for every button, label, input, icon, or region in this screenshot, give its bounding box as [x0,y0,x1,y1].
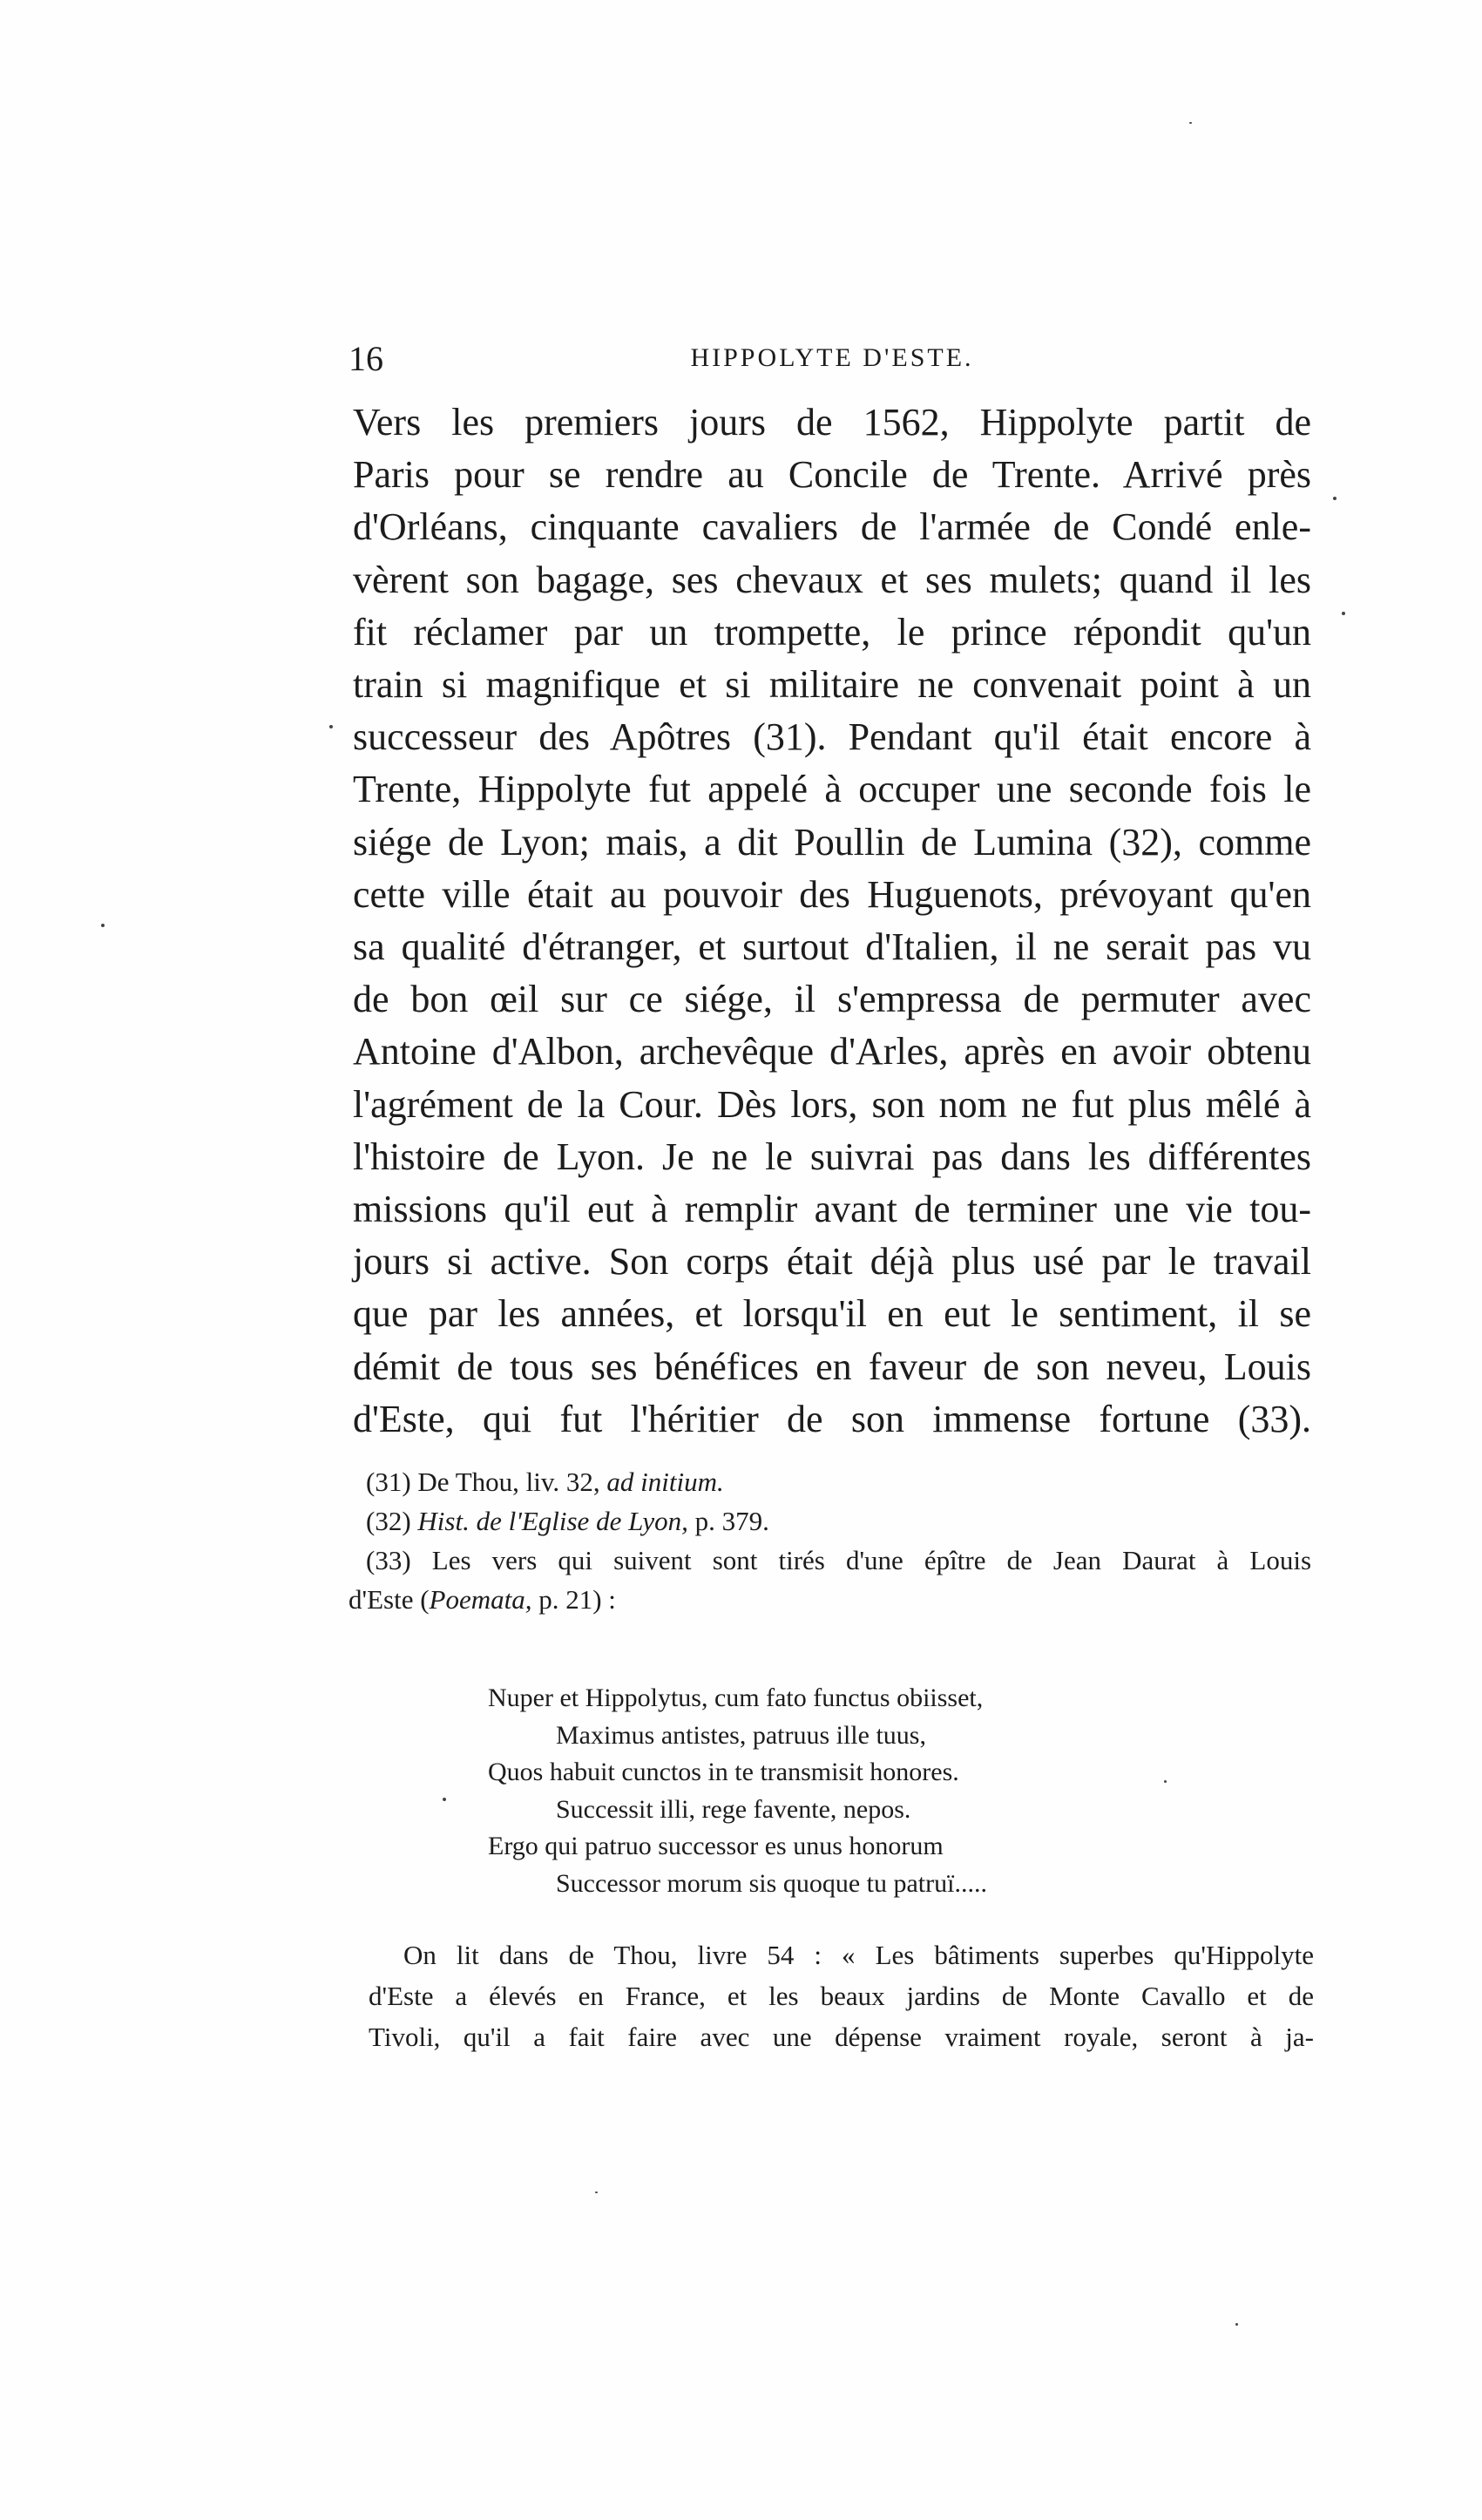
scan-speck [1164,1780,1167,1783]
note-line: Tivoli, qu'il a fait faire avec une dépense vraiment royale, seront à ja- [369,2022,1314,2052]
text-line: Vers les premiers jours de 1562, Hippolyte partit de [353,401,1311,444]
poem-line: Successit illi, rege favente, nepos. [556,1794,911,1824]
text-line: que par les années, et lorsqu'il en eut le sentiment, il se [353,1292,1311,1336]
footnote-33 [366,1541,1311,1580]
footnote-marker: (31) [366,1467,411,1497]
text-line: sa qualité d'étranger, et surtout d'Italien, il ne serait pas vu [353,925,1311,969]
text-line: successeur des Apôtres (31). Pendant qu'il était encore à [353,715,1311,759]
page-number: 16 [349,339,383,378]
text-line: vèrent son bagage, ses chevaux et ses mulets; quand il les [353,558,1311,601]
main-paragraph [353,396,1311,1446]
text-line: d'Este, qui fut l'héritier de son immense fortune (33). [353,1397,1311,1440]
text-line: train si magnifique et si militaire ne convenait point à un [353,663,1311,707]
footnote-text: p. 379. [694,1506,769,1536]
scan-speck [595,2191,598,2193]
text-line: d'Orléans, cinquante cavaliers de l'armée de Condé enle- [353,505,1311,549]
poem-line: Ergo qui patruo successor es unus honorum [488,1832,944,1860]
text-line: jours si active. Son corps était déjà plus usé par le travail [353,1240,1311,1284]
text-line: Trente, Hippolyte fut appelé à occuper une seconde fois le [353,768,1311,811]
text-line: démit de tous ses bénéfices en faveur de son neveu, Louis [353,1345,1311,1388]
poem-line: Maximus antistes, patruus ille tuus, [556,1720,926,1750]
scan-speck [1189,122,1192,124]
note-line: d'Este a élevés en France, et les beaux jardins de Monte Cavallo et de [369,1981,1314,2011]
text-line: fit réclamer par un trompette, le prince répondit qu'un [353,610,1311,654]
poem-line: Nuper et Hippolytus, cum fato functus obiisset, [488,1683,984,1712]
note-line: On lit dans de Thou, livre 54 : « Les bâtiments superbes qu'Hippolyte [403,1940,1314,1970]
scan-speck [443,1798,446,1801]
poem-line: Successor morum sis quoque tu patruï..... [556,1868,987,1898]
text-line: missions qu'il eut à remplir avant de terminer une vie tou- [353,1188,1311,1231]
footnote-32 [366,1501,1311,1541]
footnote-text: d'Este ( [349,1584,430,1615]
footnote-marker: (33) [366,1545,411,1575]
text-line: Antoine d'Albon, archevêque d'Arles, après en avoir obtenu [353,1030,1311,1074]
poem-line: Quos habuit cunctos in te transmisit honores. [488,1758,959,1786]
footnote-text: p. 21) : [538,1584,616,1615]
scan-speck [1342,612,1345,615]
footnote-text: Les vers qui suivent sont tirés d'une épître de Jean Daurat à Louis [431,1545,1312,1575]
trailing-note [369,1934,1314,2057]
footnote-marker: (32) [366,1506,411,1536]
latin-poem [488,1680,1272,1902]
footnote-italic: ad initium. [606,1467,724,1497]
text-line: l'histoire de Lyon. Je ne le suivrai pas dans les différentes [353,1135,1311,1178]
footnote-italic: Poemata, [429,1584,532,1615]
text-line: de bon œil sur ce siége, il s'empressa de permuter avec [353,978,1311,1021]
page-header [349,338,1316,382]
text-line: siége de Lyon; mais, a dit Poullin de Lumina (32), comme [353,820,1311,864]
footnote-italic: Hist. de l'Eglise de Lyon, [417,1506,688,1536]
footnote-text: De Thou, liv. 32, [417,1467,600,1497]
footnote-33-continuation [349,1580,1311,1619]
text-line: cette ville était au pouvoir des Huguenots, prévoyant qu'en [353,872,1311,916]
scan-speck [329,725,333,728]
scan-speck [101,924,105,927]
footnote-31 [366,1462,1311,1501]
scan-speck [1235,2323,1238,2326]
text-line: Paris pour se rendre au Concile de Trente. Arrivé près [353,453,1311,497]
text-line: l'agrément de la Cour. Dès lors, son nom ne fut plus mêlé à [353,1082,1311,1126]
running-head: HIPPOLYTE D'ESTE. [690,343,974,372]
scan-speck [1333,497,1337,500]
footnotes [349,1462,1312,1619]
